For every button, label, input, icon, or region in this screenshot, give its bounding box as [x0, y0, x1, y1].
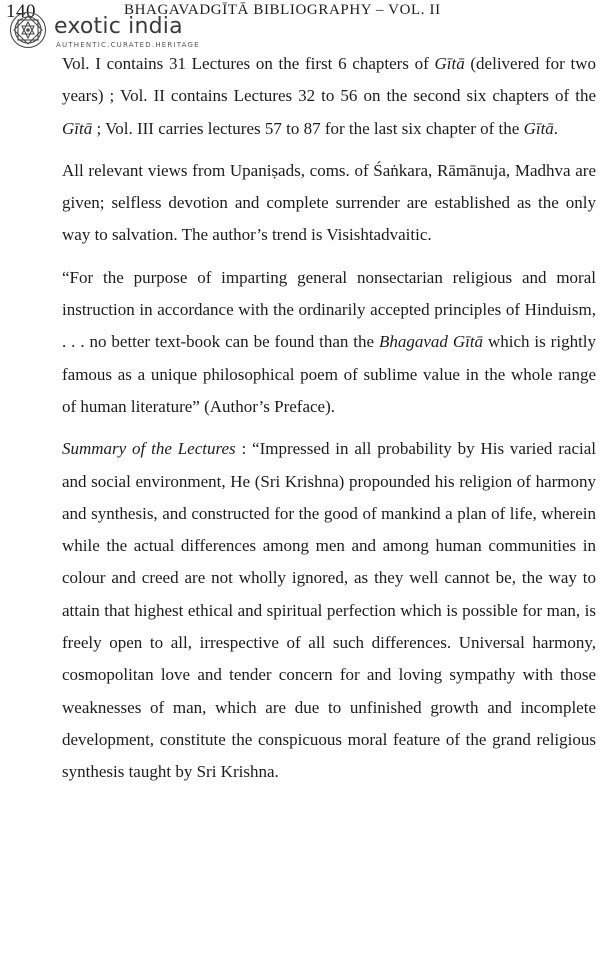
paragraph-preface-quote	[62, 262, 596, 423]
text-run: ; Vol. III carries lectures 57 to 87 for the last six chapter of the	[92, 118, 524, 138]
italic-title: Gītā	[62, 118, 93, 138]
body-text	[62, 48, 596, 789]
italic-heading: Summary of the Lectures	[62, 439, 236, 459]
watermark-name: exotic india	[54, 14, 183, 39]
paragraph-views: All relevant views from Upaniṣads, coms. of Śaṅkara, Rāmānuja, Madhva are given; selfless devotion and complete surrender are established as the only way to salvation. The author’s trend is Visishtadvaitic.	[62, 160, 596, 245]
text-run: which is rightly famous as a unique philosophical poem of sublime value in the whole range of human literature” (Author’s Preface).	[62, 332, 597, 416]
watermark	[8, 10, 198, 52]
text-run: : “Impressed in all probability by His varied racial and social environment, He (Sri Krishna) propounded his religion of harmony and synthesis, and constructed for the good of mankind a plan of life, wherein while the actual differences among men and among human communities in colour and creed are not wholly ignored, as they well cannot be, the way to attain that highest ethical and spiritual perfection which is possible for man, is freely open to all, irrespective of all such differences. Universal harmony, cosmopolitan love and tender concern for and loving sympathy with those weaknesses of man, which are due to unfinished growth and incomplete development, constitute the conspicuous moral feature of the grand religious synthesis taught by Sri Krishna.	[62, 439, 596, 782]
page-number: 140	[6, 1, 36, 22]
italic-title: Gītā	[523, 118, 554, 138]
watermark-tagline: AUTHENTIC.CURATED.HERITAGE	[56, 41, 200, 49]
mandala-logo-icon	[8, 10, 48, 50]
running-head: BHAGAVADGĪTĀ BIBLIOGRAPHY – VOL. II	[124, 2, 441, 18]
text-run: .	[553, 118, 559, 138]
text-run: “For the purpose of imparting general nonsectarian religious and moral instruction in accordance with the ordinarily accepted principles of Hinduism, . . . no better text-book can be found than the	[62, 267, 596, 352]
italic-title: Gītā	[434, 54, 465, 73]
text-run: Vol. I contains 31 Lectures on the first 6 chapters of	[62, 54, 435, 73]
text-run: (delivered for two years) ; Vol. II contains Lectures 32 to 56 on the second six chapters of the	[62, 54, 597, 106]
paragraph-volumes	[62, 48, 596, 145]
italic-title: Bhagavad Gītā	[378, 332, 484, 352]
paragraph-summary	[62, 433, 596, 788]
